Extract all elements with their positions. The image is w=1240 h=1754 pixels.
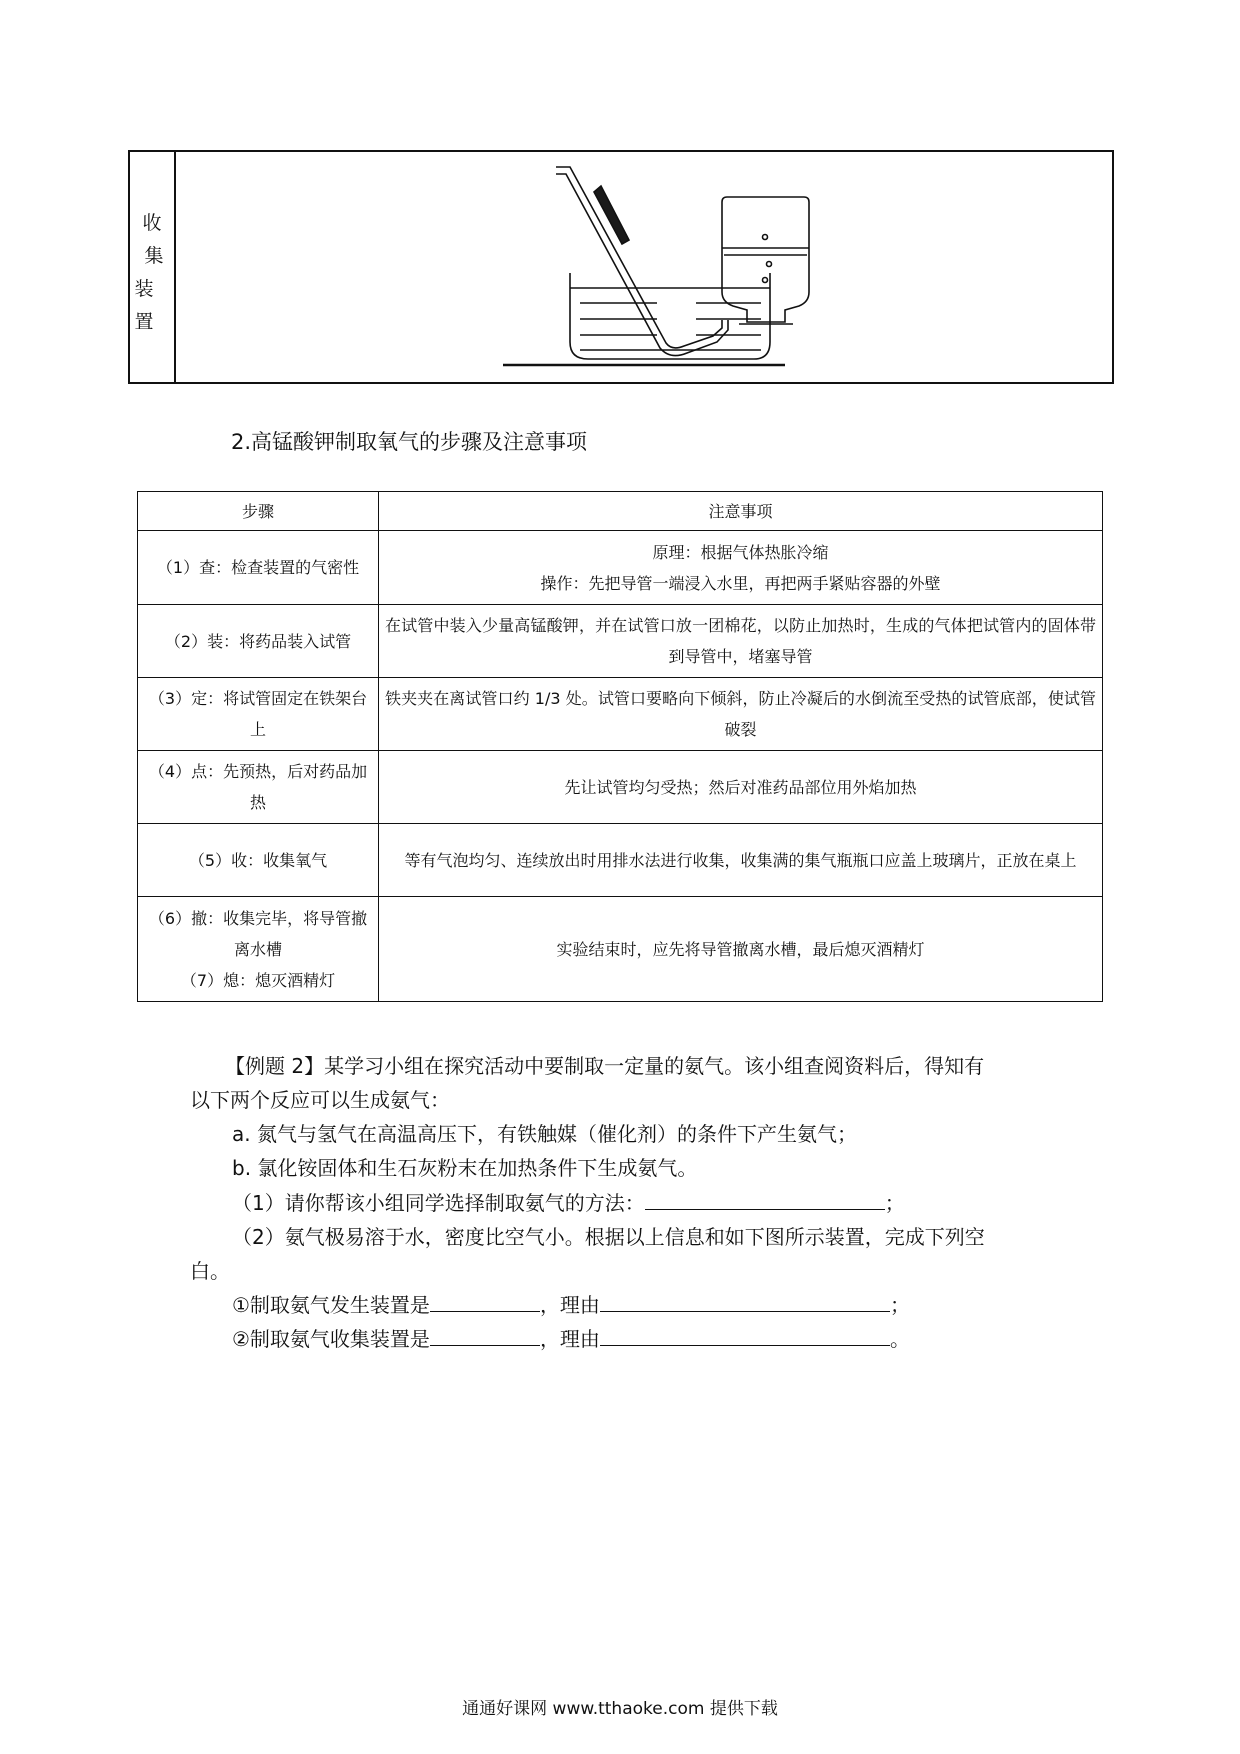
table-row — [138, 824, 1103, 897]
label-char: 装 — [134, 278, 154, 300]
question-2-line2: 白。 — [190, 1259, 230, 1283]
reason-label: ，理由 — [539, 1293, 600, 1317]
step-text: （3）定：将试管固定在铁架台上 — [148, 689, 368, 739]
label-char: 置 — [134, 311, 154, 333]
note-line: 原理：根据气体热胀冷缩 — [652, 542, 829, 562]
step-cell — [138, 531, 379, 605]
example-intro-line2: 以下两个反应可以生成氨气： — [190, 1088, 450, 1112]
table-row — [138, 751, 1103, 824]
example-option-a: a. 氮气与氢气在高温高压下，有铁触媒（催化剂）的条件下产生氨气； — [232, 1122, 857, 1146]
step-text: （6）撤：收集完毕，将导管撤离水槽 — [148, 908, 368, 959]
answer-blank-generator-reason[interactable] — [600, 1291, 890, 1312]
note-cell — [379, 605, 1103, 678]
answer-blank-method[interactable] — [645, 1189, 885, 1210]
note-cell — [379, 897, 1103, 1002]
question-1 — [232, 1187, 905, 1216]
reason-label: ，理由 — [539, 1327, 600, 1351]
example-option-b: b. 氯化铵固体和生石灰粉末在加热条件下生成氨气。 — [232, 1156, 698, 1180]
note-cell — [379, 751, 1103, 824]
note-cell — [379, 678, 1103, 751]
answer-blank-collector-reason[interactable] — [600, 1325, 890, 1346]
question-2-line1: （2）氨气极易溶于水，密度比空气小。根据以上信息和如下图所示装置，完成下列空 — [232, 1225, 985, 1249]
step-cell — [138, 897, 379, 1002]
step-text: （2）装：将药品装入试管 — [164, 631, 352, 651]
sub-question-collector-text: ②制取氨气收集装置是 — [232, 1327, 430, 1351]
question-1-text: （1）请你帮该小组同学选择制取氨气的方法： — [232, 1191, 645, 1215]
answer-blank-generator-device[interactable] — [430, 1291, 540, 1312]
collection-apparatus-table — [128, 150, 1114, 384]
table-row — [138, 605, 1103, 678]
note-cell — [379, 824, 1103, 897]
sub-question-collector — [232, 1323, 910, 1352]
step-text: （5）收：收集氧气 — [188, 850, 328, 870]
water-displacement-apparatus-illustration — [176, 152, 1112, 382]
collection-apparatus-label-cell — [130, 152, 176, 382]
note-text: 铁夹夹在离试管口约 1/3 处。试管口要略向下倾斜，防止冷凝后的水倒流至受热的试管底部，使试管破裂 — [385, 689, 1096, 739]
label-char: 收 — [142, 212, 162, 234]
note-text: 先让试管均匀受热；然后对准药品部位用外焰加热 — [564, 777, 917, 797]
page-footer: 通通好课网 www.tthaoke.com 提供下载 — [462, 1699, 778, 1719]
steps-table — [137, 491, 1103, 1002]
answer-blank-collector-device[interactable] — [430, 1325, 540, 1346]
table-header-row — [138, 492, 1103, 531]
table-row — [138, 897, 1103, 1002]
sub-question-generator — [232, 1289, 910, 1318]
table-row — [138, 531, 1103, 605]
example-intro-line1: 【例题 2】某学习小组在探究活动中要制取一定量的氨气。该小组查阅资料后，得知有 — [225, 1054, 985, 1078]
sub-question-end: 。 — [889, 1327, 910, 1351]
header-step: 步骤 — [138, 492, 379, 531]
step-text: （7）熄：熄灭酒精灯 — [180, 970, 336, 990]
step-cell — [138, 678, 379, 751]
note-cell — [379, 531, 1103, 605]
label-char: 集 — [144, 245, 164, 267]
sub-question-end: ； — [889, 1293, 910, 1317]
table-row — [138, 678, 1103, 751]
note-text: 实验结束时，应先将导管撤离水槽，最后熄灭酒精灯 — [556, 939, 925, 959]
sub-question-generator-text: ①制取氨气发生装置是 — [232, 1293, 430, 1317]
step-text: （4）点：先预热，后对药品加热 — [148, 762, 368, 812]
step-cell — [138, 751, 379, 824]
note-text: 等有气泡均匀、连续放出时用排水法进行收集，收集满的集气瓶瓶口应盖上玻璃片，正放在桌上 — [404, 850, 1077, 870]
header-note: 注意事项 — [379, 492, 1103, 531]
step-text: （1）查：检查装置的气密性 — [156, 558, 360, 577]
step-cell — [138, 824, 379, 897]
step-cell — [138, 605, 379, 678]
question-1-end: ； — [884, 1191, 905, 1215]
section-heading: 2.高锰酸钾制取氧气的步骤及注意事项 — [231, 430, 588, 454]
note-line: 操作：先把导管一端浸入水里，再把两手紧贴容器的外壁 — [540, 573, 941, 593]
note-text: 在试管中装入少量高锰酸钾，并在试管口放一团棉花，以防止加热时，生成的气体把试管内的固体带到导管中，堵塞导管 — [385, 616, 1096, 666]
